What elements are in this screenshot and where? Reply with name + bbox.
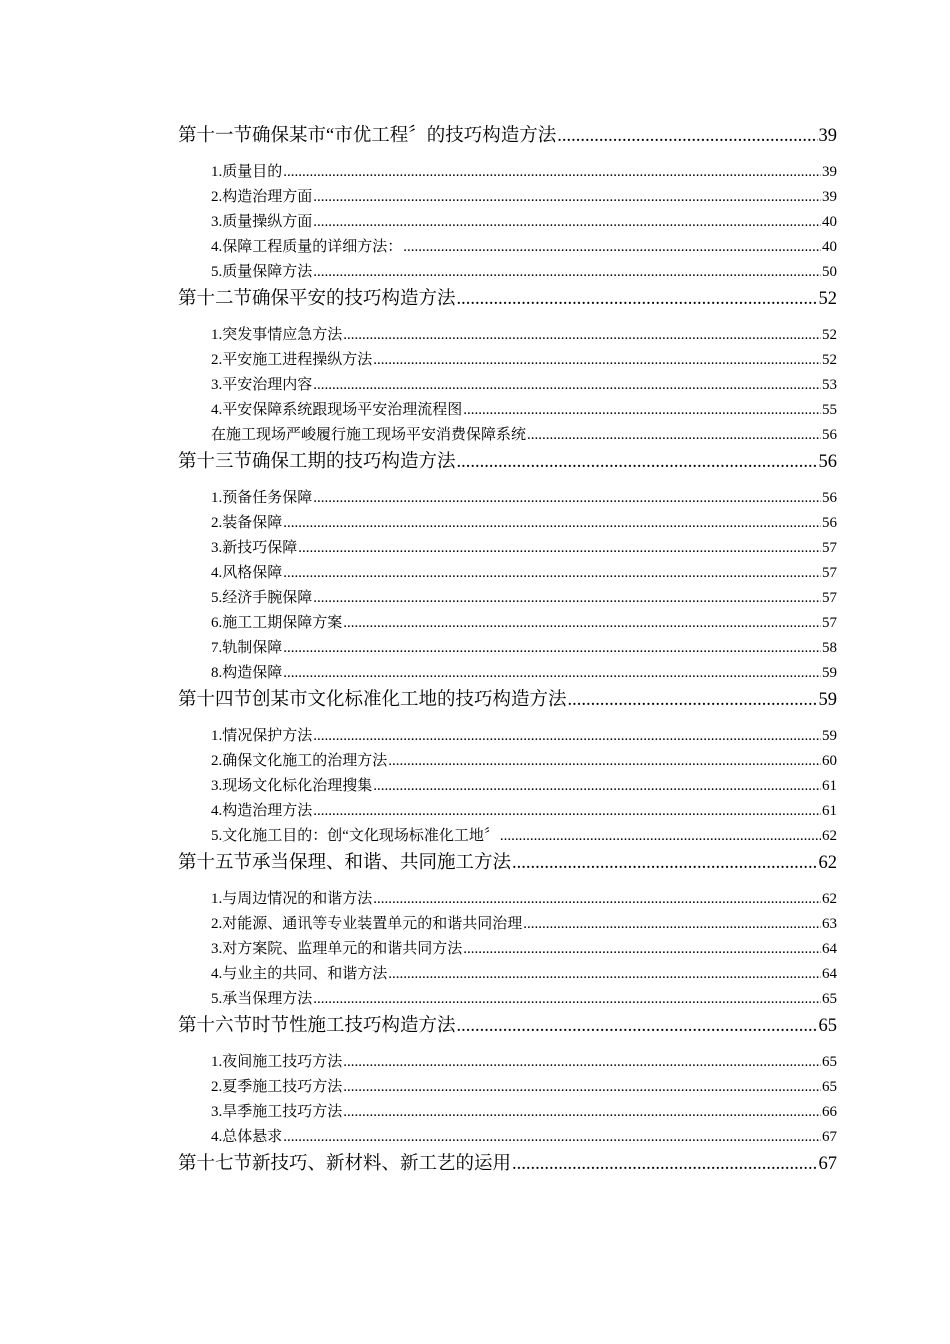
toc-leader-dots [403,235,821,260]
toc-leader-dots [373,348,821,373]
toc-page-number: 39 [818,126,837,146]
toc-item[interactable] [178,824,837,849]
toc-section-title: 第十一节确保某市“市优工程〞的技巧构造方法 [178,126,557,146]
toc-item-title: 2.构造治理方面 [211,189,313,205]
toc-leader-dots [343,323,821,348]
toc-item[interactable] [178,586,837,611]
toc-page-number: 59 [818,690,837,710]
toc-item-title: 2.确保文化施工的治理方法 [211,753,388,769]
toc-page-number: 57 [822,540,837,556]
toc-leader-dots [343,1050,821,1075]
toc-leader-dots [313,724,821,749]
toc-item[interactable] [178,1075,837,1100]
toc-page-number: 62 [822,891,837,907]
toc-item-title: 3.旱季施工技巧方法 [211,1104,343,1120]
toc-item[interactable] [178,486,837,511]
toc-section-16[interactable] [178,1014,837,1038]
toc-item-title: 1.与周边情况的和谐方法 [211,891,373,907]
toc-page-number: 52 [822,327,837,343]
toc-leader-dots [463,398,821,423]
toc-item-title: 1.夜间施工技巧方法 [211,1054,343,1070]
toc-section-title: 第十七节新技巧、新材料、新工艺的运用 [178,1154,512,1174]
toc-leader-dots [373,774,821,799]
toc-page-number: 57 [822,565,837,581]
toc-leader-dots [500,824,821,849]
toc-leader-dots [388,962,821,987]
toc-leader-dots [527,423,821,448]
toc-item-title: 4.风格保障 [211,565,283,581]
toc-page-number: 59 [822,728,837,744]
toc-item-title: 1.质量目的 [211,164,283,180]
toc-page-number: 55 [822,402,837,418]
toc-page-number: 61 [822,778,837,794]
toc-item-title: 4.总体悬求 [211,1129,283,1145]
toc-page-number: 59 [822,665,837,681]
table-of-contents [178,124,837,1188]
toc-leader-dots [457,450,818,474]
toc-item-title: 4.平安保障系统跟现场平安治理流程图 [211,402,463,418]
toc-page-number: 65 [822,1079,837,1095]
toc-item[interactable] [178,235,837,260]
toc-page-number: 65 [818,1016,837,1036]
toc-leader-dots [283,1125,821,1150]
toc-item[interactable] [178,774,837,799]
toc-item-title: 6.施工工期保障方案 [211,615,343,631]
toc-leader-dots [388,749,821,774]
toc-item[interactable] [178,887,837,912]
toc-page-number: 65 [822,1054,837,1070]
toc-page-number: 50 [822,264,837,280]
toc-item[interactable] [178,912,837,937]
toc-page-number: 62 [818,853,837,873]
toc-page-number: 57 [822,615,837,631]
toc-page-number: 67 [822,1129,837,1145]
toc-leader-dots [283,511,821,536]
toc-item[interactable] [178,561,837,586]
toc-leader-dots [568,688,818,712]
toc-leader-dots [313,210,821,235]
toc-item-title: 在施工现场严峻履行施工现场平安消费保障系统 [211,427,527,443]
toc-item[interactable] [178,348,837,373]
toc-leader-dots [343,1100,821,1125]
toc-page-number: 65 [822,991,837,1007]
toc-item[interactable] [178,611,837,636]
toc-leader-dots [457,287,818,311]
toc-item-title: 2.对能源、通讯等专业装置单元的和谐共同治理 [211,916,523,932]
toc-item-title: 1.突发事情应急方法 [211,327,343,343]
toc-item-title: 5.承当保理方法 [211,991,313,1007]
toc-item[interactable] [178,636,837,661]
toc-item[interactable] [178,373,837,398]
toc-page-number: 63 [822,916,837,932]
toc-item-title: 5.经济手腕保障 [211,590,313,606]
toc-leader-dots [313,373,821,398]
toc-page-number: 52 [822,352,837,368]
toc-item-title: 3.现场文化标化治理搜集 [211,778,373,794]
toc-item[interactable] [178,661,837,686]
toc-item-title: 3.质量操纵方面 [211,214,313,230]
toc-item-title: 3.新技巧保障 [211,540,298,556]
toc-item-title: 3.对方案院、监理单元的和谐共同方法 [211,941,463,957]
toc-item[interactable] [178,987,837,1012]
toc-item-title: 5.文化施工目的：创“文化现场标准化工地〞 [211,828,499,844]
toc-leader-dots [283,636,821,661]
toc-page-number: 58 [822,640,837,656]
toc-item[interactable] [178,1050,837,1075]
toc-item-title: 1.预备任务保障 [211,490,313,506]
toc-section-13[interactable] [178,450,837,474]
toc-page-number: 56 [818,452,837,472]
toc-item-title: 2.平安施工进程操纵方法 [211,352,373,368]
toc-page-number: 56 [822,515,837,531]
toc-item[interactable] [178,1100,837,1125]
toc-item-title: 2.装备保障 [211,515,283,531]
toc-page-number: 66 [822,1104,837,1120]
toc-page-number: 57 [822,590,837,606]
toc-section-17[interactable] [178,1152,837,1176]
toc-section-14[interactable] [178,688,837,712]
toc-item-title: 3.平安治理内容 [211,377,313,393]
toc-section-title: 第十三节确保工期的技巧构造方法 [178,452,456,472]
toc-leader-dots [343,611,821,636]
toc-page-number: 60 [822,753,837,769]
toc-item[interactable] [178,160,837,185]
toc-leader-dots [512,851,817,875]
toc-page-number: 61 [822,803,837,819]
toc-item[interactable] [178,398,837,423]
toc-page-number: 40 [822,214,837,230]
toc-section-11[interactable] [178,124,837,148]
toc-item[interactable] [178,511,837,536]
toc-page-number: 40 [822,239,837,255]
toc-page-number: 52 [818,289,837,309]
toc-item[interactable] [178,536,837,561]
toc-leader-dots [343,1075,821,1100]
toc-item-title: 4.保障工程质量的详细方法： [211,239,403,255]
toc-page-number: 62 [822,828,837,844]
toc-leader-dots [313,260,821,285]
toc-leader-dots [313,799,821,824]
toc-item-title: 7.轨制保障 [211,640,283,656]
toc-item[interactable] [178,749,837,774]
toc-section-title: 第十六节时节性施工技巧构造方法 [178,1016,456,1036]
toc-item-title: 1.情况保护方法 [211,728,313,744]
toc-page-number: 39 [822,189,837,205]
toc-page-number: 56 [822,490,837,506]
toc-leader-dots [457,1014,818,1038]
toc-item[interactable] [178,323,837,348]
toc-leader-dots [313,586,821,611]
toc-item[interactable] [178,260,837,285]
toc-item[interactable] [178,962,837,987]
toc-item-title: 2.夏季施工技巧方法 [211,1079,343,1095]
toc-leader-dots [523,912,821,937]
toc-item[interactable] [178,423,837,448]
toc-leader-dots [557,124,817,148]
toc-leader-dots [283,561,821,586]
toc-section-title: 第十五节承当保理、和谐、共同施工方法 [178,853,512,873]
toc-leader-dots [463,937,821,962]
toc-page-number: 39 [822,164,837,180]
toc-item[interactable] [178,185,837,210]
toc-leader-dots [313,185,821,210]
toc-page-number: 53 [822,377,837,393]
toc-page-number: 64 [822,966,837,982]
toc-item[interactable] [178,799,837,824]
toc-leader-dots [373,887,821,912]
toc-section-title: 第十二节确保平安的技巧构造方法 [178,289,456,309]
toc-leader-dots [283,160,821,185]
toc-item[interactable] [178,210,837,235]
toc-item-title: 4.构造治理方法 [211,803,313,819]
toc-leader-dots [313,987,821,1012]
toc-item[interactable] [178,724,837,749]
toc-item[interactable] [178,937,837,962]
toc-page-number: 64 [822,941,837,957]
toc-section-title: 第十四节创某市文化标准化工地的技巧构造方法 [178,690,567,710]
toc-leader-dots [313,486,821,511]
toc-page-number: 67 [818,1154,837,1174]
toc-item-title: 8.构造保障 [211,665,283,681]
toc-page-number: 56 [822,427,837,443]
toc-item[interactable] [178,1125,837,1150]
toc-item-title: 4.与业主的共同、和谐方法 [211,966,388,982]
toc-leader-dots [283,661,821,686]
toc-section-12[interactable] [178,287,837,311]
toc-leader-dots [512,1152,817,1176]
toc-item-title: 5.质量保障方法 [211,264,313,280]
toc-section-15[interactable] [178,851,837,875]
toc-leader-dots [298,536,821,561]
